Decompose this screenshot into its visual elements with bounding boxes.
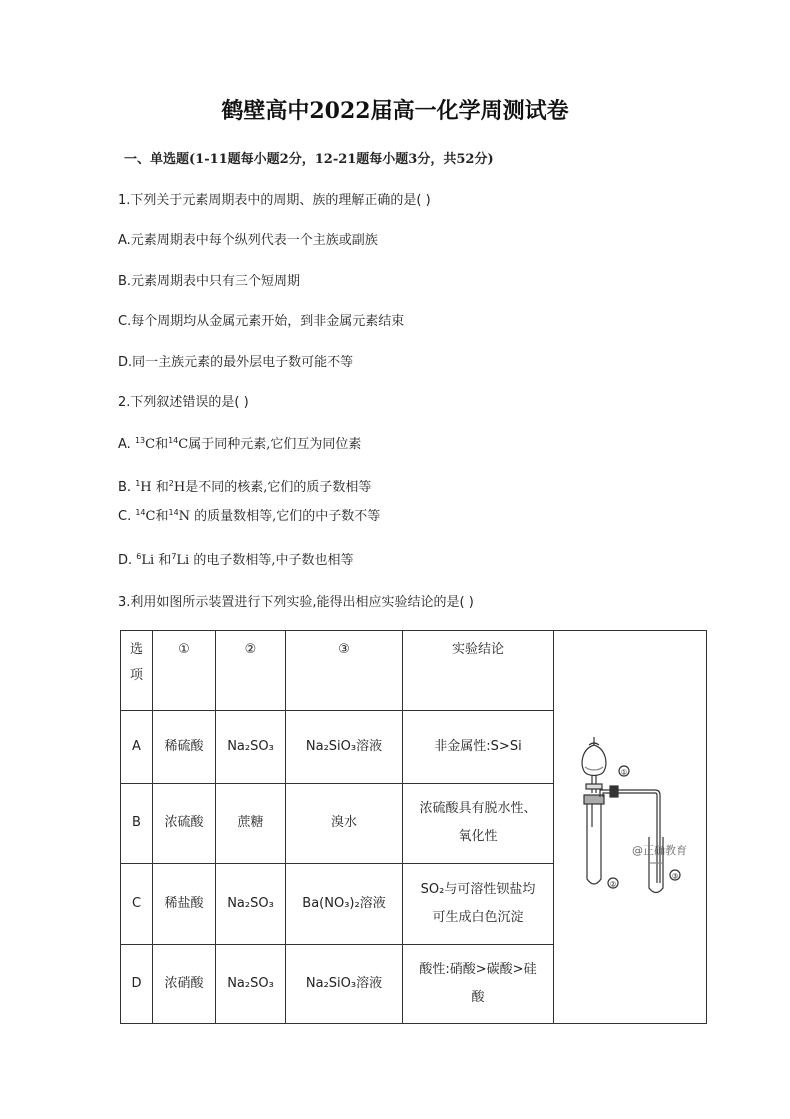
q2-stem: 2.下列叙述错误的是( ) — [118, 395, 249, 410]
row-reagent-2: Na₂SO₃ — [216, 711, 286, 784]
apparatus-diagram — [554, 631, 707, 1023]
watermark-text: @正确教育 — [632, 844, 687, 857]
row-reagent-2: Na₂SO₃ — [216, 944, 286, 1023]
header-reagent-2: ② — [216, 631, 286, 711]
row-option: B — [121, 784, 153, 863]
q1-option-c: C.每个周期均从金属元素开始，到非金属元素结束 — [118, 314, 405, 329]
q1-option-d: D.同一主族元素的最外层电子数可能不等 — [118, 355, 354, 370]
header-conclusion: 实验结论 — [403, 631, 554, 711]
q1-stem: 1.下列关于元素周期表中的周期、族的理解正确的是( ) — [118, 193, 431, 208]
q2-option-b: B. $^1$H 和$^2$H是不同的核素,它们的质子数相等 — [118, 479, 372, 495]
apparatus-label-1: ① — [620, 768, 628, 777]
q3-table — [120, 630, 707, 1024]
row-reagent-1: 浓硝酸 — [153, 944, 216, 1023]
table-header-row — [121, 631, 707, 711]
row-conclusion: 非金属性:S>Si — [403, 711, 554, 784]
row-reagent-2: 蔗糖 — [216, 784, 286, 863]
row-conclusion: SO₂与可溶性钡盐均 可生成白色沉淀 — [403, 863, 554, 944]
q2-option-a: A. $^{13}$C和$^{14}$C属于同种元素,它们互为同位素 — [118, 436, 362, 452]
row-conclusion: 酸性:硝酸>碳酸>硅 酸 — [403, 944, 554, 1023]
row-reagent-2: Na₂SO₃ — [216, 863, 286, 944]
row-option: A — [121, 711, 153, 784]
row-reagent-3: Ba(NO₃)₂溶液 — [286, 863, 403, 944]
header-reagent-1: ① — [153, 631, 216, 711]
row-option: C — [121, 863, 153, 944]
apparatus-label-2: ② — [609, 880, 617, 889]
row-reagent-3: Na₂SiO₃溶液 — [286, 944, 403, 1023]
row-reagent-1: 浓硫酸 — [153, 784, 216, 863]
row-reagent-1: 稀盐酸 — [153, 863, 216, 944]
q2-option-d: D. $^6$Li 和$^7$Li 的电子数相等,中子数也相等 — [118, 552, 354, 568]
apparatus-cell — [554, 631, 707, 1024]
row-conclusion: 浓硫酸具有脱水性、 氧化性 — [403, 784, 554, 863]
q1-option-a: A.元素周期表中每个纵列代表一个主族或副族 — [118, 233, 378, 248]
row-reagent-3: Na₂SiO₃溶液 — [286, 711, 403, 784]
header-reagent-3: ③ — [286, 631, 403, 711]
page-title: 鹤壁高中2022届高一化学周测试卷 — [221, 98, 569, 124]
header-option: 选 项 — [121, 631, 153, 711]
q2-option-c: C. $^{14}$C和$^{14}$N 的质量数相等,它们的中子数不等 — [118, 508, 381, 524]
q3-stem: 3.利用如图所示装置进行下列实验,能得出相应实验结论的是( ) — [118, 595, 474, 610]
section-heading: 一、单选题(1-11题每小题2分，12-21题每小题3分，共52分) — [124, 152, 494, 167]
apparatus-label-3: ③ — [671, 872, 679, 881]
row-reagent-1: 稀硫酸 — [153, 711, 216, 784]
q1-option-b: B.元素周期表中只有三个短周期 — [118, 274, 301, 289]
row-option: D — [121, 944, 153, 1023]
row-reagent-3: 溴水 — [286, 784, 403, 863]
